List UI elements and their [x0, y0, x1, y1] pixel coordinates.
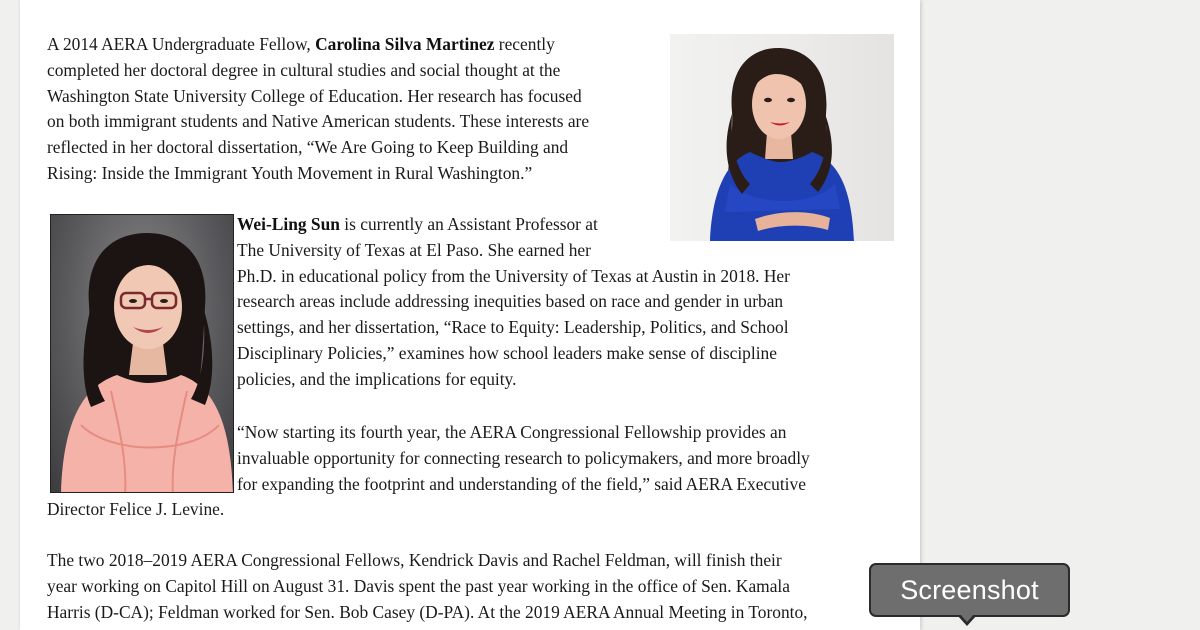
p2-line-0: is currently an Assistant Professor at	[339, 214, 598, 234]
paragraph-wei-ling	[237, 212, 897, 393]
p1-line-3: on both immigrant students and Native American students. These interests are	[47, 111, 590, 132]
p2-line-3: research areas include addressing inequities based on race and gender in urban	[237, 291, 784, 312]
p4-line-1: year working on Capitol Hill on August 31. Davis spent the past year working in the office of Sen. Kamala	[47, 575, 790, 596]
p4-line-2: Harris (D-CA); Feldman worked for Sen. Bob Casey (D-PA). At the 2019 AERA Annual Meeting in Toronto,	[47, 601, 808, 622]
carolina-portrait-drawing	[670, 34, 894, 241]
paragraph-fellows	[47, 548, 917, 625]
wei-ling-photo	[50, 214, 234, 493]
screenshot-tooltip[interactable]	[869, 563, 1070, 617]
p2-line-6: policies, and the implications for equity.	[237, 368, 517, 389]
p1-lead: A 2014 AERA Undergraduate Fellow,	[47, 34, 316, 54]
p4-line-0: The two 2018–2019 AERA Congressional Fellows, Kendrick Davis and Rachel Feldman, will finish their	[47, 550, 782, 570]
p2-line-1: The University of Texas at El Paso. She earned her	[237, 239, 591, 260]
wei-ling-portrait-drawing	[51, 215, 234, 493]
p2-line-5: Disciplinary Policies,” examines how school leaders make sense of discipline	[237, 342, 777, 363]
p1-line-5: Rising: Inside the Immigrant Youth Movement in Rural Washington.”	[47, 162, 533, 183]
paragraph-quote-end	[47, 497, 447, 523]
p3-line-2: for expanding the footprint and understanding of the field,” said AERA Executive	[237, 473, 806, 494]
p1-line-2: Washington State University College of Education. Her research has focused	[47, 85, 582, 106]
p3-line-3: Director Felice J. Levine.	[47, 499, 225, 519]
p2-line-4: settings, and her dissertation, “Race to Equity: Leadership, Politics, and School	[237, 317, 789, 338]
document-page	[20, 0, 920, 630]
p1-line-0: recently	[494, 34, 555, 54]
screenshot-tooltip-label: Screenshot	[900, 575, 1039, 605]
p1-line-4: reflected in her doctoral dissertation, “We Are Going to Keep Building and	[47, 137, 569, 158]
p3-line-0: “Now starting its fourth year, the AERA Congressional Fellowship provides an	[237, 422, 787, 442]
p2-line-2: Ph.D. in educational policy from the University of Texas at Austin in 2018. Her	[237, 265, 790, 286]
tooltip-tail-fill	[960, 614, 974, 622]
p1-line-1: completed her doctoral degree in cultural studies and social thought at the	[47, 59, 561, 80]
name-wei-ling: Wei-Ling Sun	[237, 214, 340, 234]
p3-line-1: invaluable opportunity for connecting research to policymakers, and more broadly	[237, 447, 810, 468]
paragraph-carolina	[47, 32, 687, 187]
paragraph-quote	[237, 420, 907, 497]
name-carolina: Carolina Silva Martinez	[315, 34, 495, 54]
carolina-photo	[670, 34, 894, 241]
